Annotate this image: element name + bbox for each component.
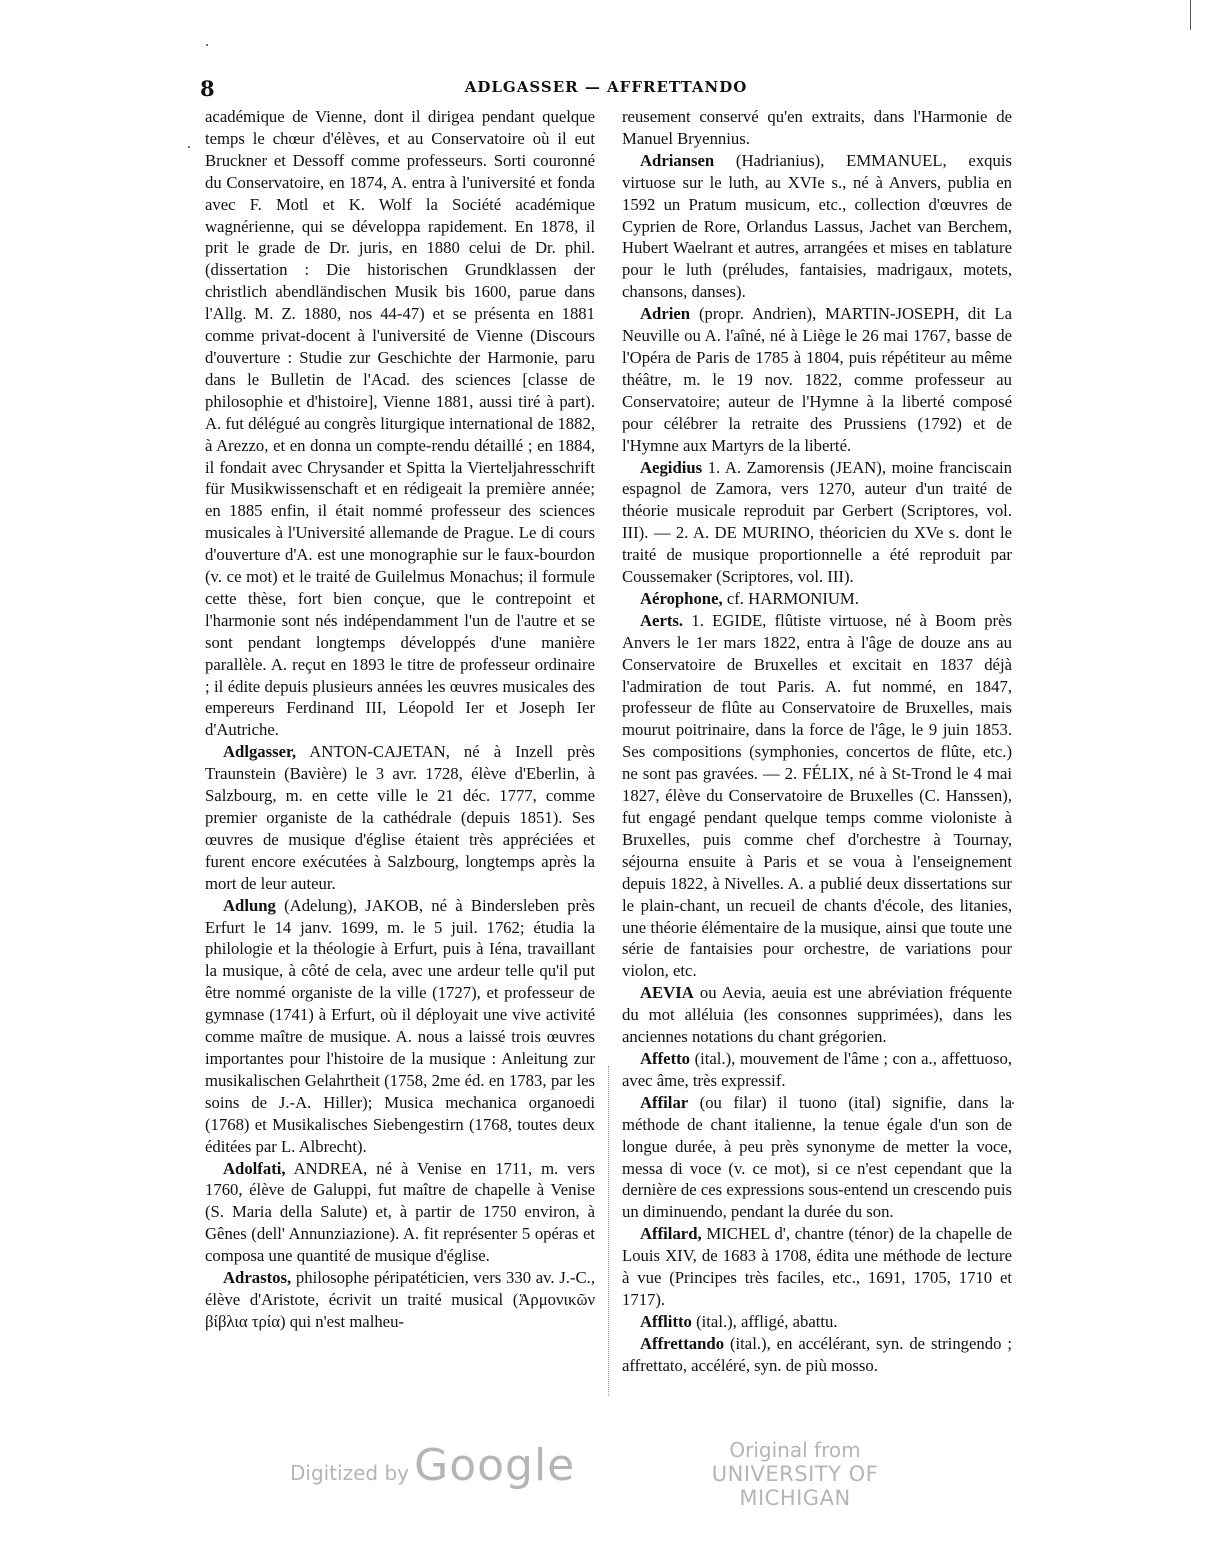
entry-head: Affrettando [640, 1333, 725, 1353]
entry-head: Affetto [640, 1048, 691, 1068]
right-column [622, 106, 1012, 1377]
entry-head: AEVIA [640, 983, 694, 1003]
entry-text: MICHEL d', chantre (ténor) de la chapelle de Louis XIV, de 1683 à 1708, édita une méthode de lecture à vue (Principes très faciles, etc., 1691, 1705, 1710 et 1717). [622, 1224, 1013, 1309]
entry-paragraph [622, 303, 1012, 456]
entry-text: reusement conservé qu'en extraits, dans l'Harmonie de Manuel Bryennius. [622, 107, 1012, 148]
entry-head: Adriansen [640, 150, 715, 170]
entry-text: cf. HARMONIUM. [726, 588, 859, 608]
entry-head: Afflitto [640, 1311, 692, 1331]
entry-paragraph [622, 1311, 1012, 1333]
entry-paragraph [205, 895, 595, 1158]
institution-name: UNIVERSITY OF MICHIGAN [711, 1462, 879, 1510]
entry-text: philosophe péripatéticien, vers 330 av. J.-C., élève d'Aristote, écrivit un traité musical (Ἁρμονικῶν βίβλια τρία) qui n'est malheu- [205, 1268, 595, 1331]
speck [206, 44, 208, 46]
entry-paragraph [622, 1223, 1012, 1311]
speck [188, 146, 190, 148]
scan-edge-mark [1190, 0, 1191, 30]
entry-paragraph [622, 610, 1012, 982]
page-number: 8 [200, 76, 215, 101]
original-from-text: Original from [729, 1438, 861, 1462]
entry-paragraph [622, 106, 1012, 150]
entry-paragraph [622, 588, 1012, 610]
entry-head: Adlgasser, [223, 742, 297, 762]
entry-text: (ou filar) il tuono (ital) signifie, dans la méthode de chant italienne, la tenue égale d'un son de longue durée, à peu près synonyme de metter la voce, messa di voce (v. ce mot), si ce n'est cependant que la dernière de ces expressions sous-entend un crescendo puis un diminuendo, pendant la durée du son. [622, 1092, 1012, 1222]
entry-paragraph [205, 1267, 595, 1333]
original-from-watermark [660, 1438, 930, 1510]
entry-paragraph [205, 106, 595, 741]
digitized-by-text: Digitized by [290, 1461, 409, 1485]
entry-head: Adrastos, [223, 1268, 292, 1288]
entry-paragraph [622, 457, 1012, 588]
column-rule [608, 1066, 610, 1396]
entry-paragraph [622, 982, 1012, 1048]
entry-head: Adlung [223, 895, 276, 915]
entry-text: académique de Vienne, dont il dirigea pendant quelque temps le chœur d'élèves, et au Conservatoire où il eut Bruckner et Dessoff comme professeurs. Sorti couronné du Conservatoire, en 1874, A. entra à l'université et fonda avec F. Motl et K. Wolf la Société académique wagnérienne, qui se développa rapidement. En 1878, il prit le grade de Dr. juris, en 1880 celui de Dr. phil. (dissertation : Die historischen Grundklassen der christlich abendländischen Musik bis 1600, parue dans l'Allg. M. Z. 1880, nos 44-47) et se présenta en 1881 comme privat-docent à l'université de Vienne (Discours d'ouverture : Studie zur Geschichte der Harmonie, paru dans le Bulletin de l'Acad. des sciences [classe de philosophie et d'histoire], Vienne 1881, aussi tiré à part). A. fut délégué au congrès liturgique international de 1882, à Arezzo, et en donna un compte-rendu détaillé ; en 1884, il fondait avec Chrysander et Spitta la Vierteljahresschrift für Musikwissenschaft et en rédigeait la première année; en 1885 enfin, il était nommé professeur des sciences musicales à l'Université allemande de Prague. Le di cours d'ouverture d'A. est une monographie sur le faux-bourdon (v. ce mot) et le traité de Guilelmus Monachus; il formule cette thèse, fort bien conçue, que le contrepoint et l'harmonie sont nés indépendamment l'un de l'autre et se sont pendant longtemps développés d'une manière parallèle. A. reçut en 1893 le titre de professeur ordinaire ; il édite depuis plusieurs années les œuvres musicales des empereurs Ferdinand III, Léopold Ier et Joseph Ier d'Autriche. [205, 107, 595, 740]
digitized-by-watermark [290, 1440, 575, 1491]
entry-text: (Hadrianius), EMMANUEL, exquis virtuose sur le luth, au XVIe s., né à Anvers, publia en 1592 un Pratum musicum, etc., collection d'œuvres de Cyprien de Rore, Orlandus Lassus, Jachet van Berchem, Hubert Waelrant et autres, arrangées et mises en tablature pour le luth (préludes, fantaisies, madrigaux, motets, chansons, danses). [622, 150, 1012, 302]
speck [1012, 1102, 1014, 1104]
entry-text: (Adelung), JAKOB, né à Bindersleben près Erfurt le 14 janv. 1699, m. le 5 juil. 1762; étudia la philologie et la théologie à Erfurt, puis à Iéna, travaillant la musique, à côté de cela, avec une ardeur telle qu'il put être nommé organiste de la ville (1727), et professeur de gymnase (1741) à Erfurt, où il déployait une vive activité comme maître de musique. A. nous a laissé trois œuvres importantes pour l'histoire de la musique : Anleitung zur musikalischen Gelahrtheit (1758, 2me éd. en 1783, par les soins de J.-A. Hiller); Musica mechanica organoedi (1768) et Musikalisches Siebengestirn (1768, toutes deux éditées par L. Albrecht). [205, 895, 595, 1156]
left-column [205, 106, 595, 1333]
entry-text: ou Aevia, aeuia est une abréviation fréquente du mot alléluia (les consonnes supprimées), dans les anciennes notations du chant grégorien. [622, 983, 1012, 1047]
entry-text: ANTON-CAJETAN, né à Inzell près Traunstein (Bavière) le 3 avr. 1728, élève d'Eberlin, à Salzbourg, m. en cette ville le 21 déc. 1777, comme premier organiste de la cathédrale (depuis 1851). Ses œuvres de musique d'église étaient très appréciées et furent encore exécutées à Salzbourg, longtemps après la mort de leur auteur. [205, 742, 595, 893]
entry-head: Affilard, [640, 1224, 702, 1244]
entry-text: (ital.), affligé, abattu. [696, 1311, 838, 1331]
entry-head: Aerts. [640, 610, 684, 630]
entry-text: 1. A. Zamorensis (JEAN), moine franciscain espagnol de Zamora, vers 1270, auteur d'un traité de théorie musicale reproduit par Gerbert (Scriptores, vol. III). — 2. A. DE MURINO, théoricien du XVe s. dont le traité de musique proportionnelle a été reproduit par Coussemaker (Scriptores, vol. III). [622, 457, 1013, 587]
entry-paragraph [205, 741, 595, 894]
entry-head: Aérophone, [640, 588, 723, 608]
entry-paragraph [205, 1158, 595, 1268]
entry-head: Aegidius [640, 457, 703, 477]
entry-text: (propr. Andrien), MARTIN-JOSEPH, dit La Neuville ou A. l'aîné, né à Liège le 26 mai 1767, basse de l'Opéra de Paris de 1785 à 1804, puis répétiteur au même théâtre, m. le 19 nov. 1822, comme professeur au Conservatoire; auteur de l'Hymne à la liberté composé pour célébrer la retraite des Prussiens (1792) et de l'Hymne aux Martyrs de la liberté. [622, 304, 1012, 455]
entry-head: Adrien [640, 304, 691, 324]
entry-paragraph [622, 1092, 1012, 1223]
entry-head: Adolfati, [223, 1158, 286, 1178]
entry-text: (ital.), mouvement de l'âme ; con a., affettuoso, avec âme, très expressif. [622, 1048, 1013, 1090]
google-wordmark: Google [414, 1440, 576, 1491]
entry-text: 1. EGIDE, flûtiste virtuose, né à Boom près Anvers le 1er mars 1822, entra à l'âge de douze ans au Conservatoire de Bruxelles et excitait en 1837 déjà l'admiration de tout Paris. A. fut nommé, en 1847, professeur de flûte au Conservatoire de Bruxelles, mais mourut poitrinaire, dans la force de l'âge, le 9 juin 1853. Ses compositions (symphonies, concertos de flûte, etc.) ne sont pas gravées. — 2. FÉLIX, né à St-Trond le 4 mai 1827, élève du Conservatoire de Bruxelles (C. Hanssen), fut engagé pendant quelque temps comme violoniste à Bruxelles, puis comme chef d'orchestre à Tournay, séjourna ensuite à Paris et se voua à l'enseignement depuis 1822, à Nivelles. A. a publié deux dissertations sur le plain-chant, un recueil de chants d'école, des litanies, une théorie élémentaire de la musique, ainsi que toute une série de fantaisies pour orchestre, de variations pour violon, etc. [622, 610, 1012, 981]
entry-head: Affilar [640, 1092, 689, 1112]
entry-paragraph [622, 1333, 1012, 1377]
entry-paragraph [622, 1048, 1012, 1092]
entry-text: ANDREA, né à Venise en 1711, m. vers 1760, élève de Galuppi, fut maître de chapelle à Venise (S. Maria della Salute) et, à partir de 1750 environ, à Gênes (dell' Annunziazione). A. fit représenter 5 opéras et composa une quantité de musique d'église. [205, 1158, 595, 1266]
entry-paragraph [622, 150, 1012, 303]
running-head: ADLGASSER — AFFRETTANDO [464, 78, 748, 96]
entry-text: (ital.), en accélérant, syn. de stringendo ; affrettato, accéléré, syn. de più mosso. [622, 1333, 1012, 1375]
